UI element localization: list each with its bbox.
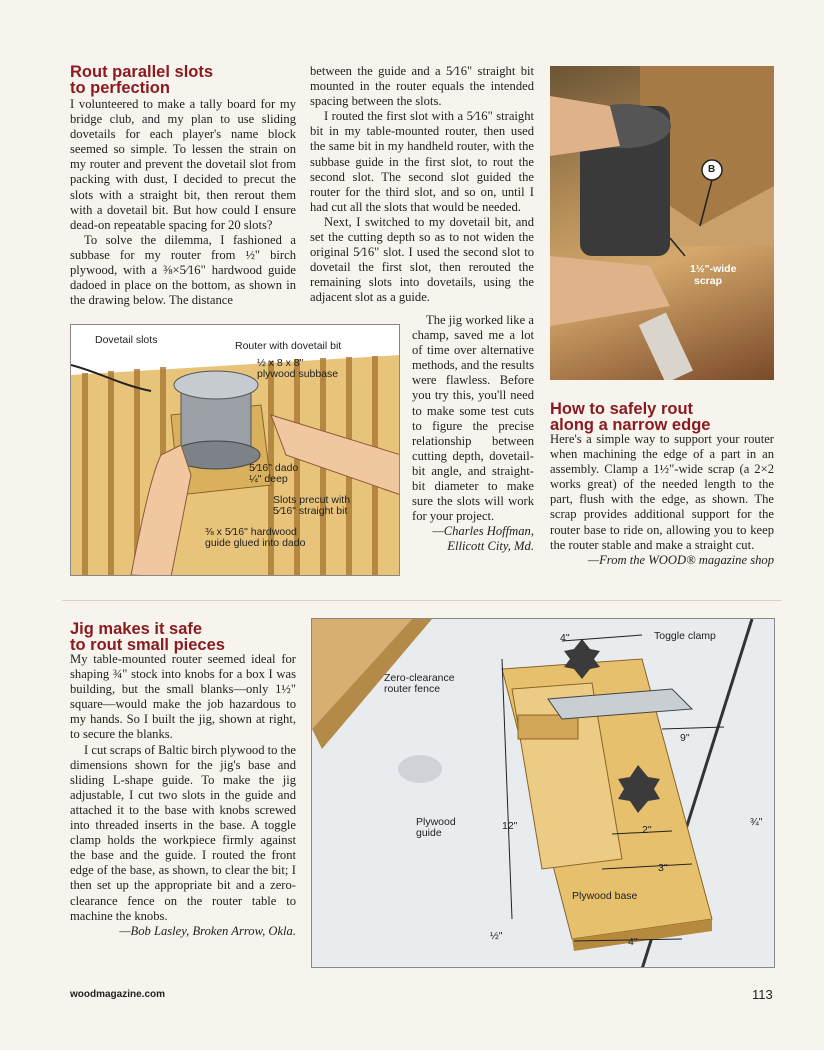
label-toggle-clamp: Toggle clamp xyxy=(654,630,716,642)
label-precut-bit: 5⁄16" straight bit xyxy=(273,505,348,517)
label-guide-dado: guide glued into dado xyxy=(205,537,306,549)
router-edge-photo xyxy=(550,66,774,380)
article3-title: Jig makes it safe to rout small pieces xyxy=(70,620,225,654)
label-router: Router with dovetail bit xyxy=(235,340,342,352)
section-divider xyxy=(62,600,782,601)
label-fence: Zero-clearance xyxy=(384,672,455,684)
label-precut: Slots precut with xyxy=(273,494,351,506)
label-half-inch: ½" xyxy=(490,930,503,942)
article1-column1 xyxy=(70,64,296,308)
label-4in-top: 4" xyxy=(560,632,570,644)
label-12in: 12" xyxy=(502,820,518,832)
label-plywood-base: Plywood base xyxy=(572,890,638,902)
label-plywood-guide: Plywood xyxy=(416,816,456,828)
router-subbase-illustration xyxy=(70,324,400,576)
article1-title: Rout parallel slots to perfection xyxy=(70,63,214,97)
label-dado: 5⁄16" dado xyxy=(249,462,299,474)
article3-body: My table-mounted router seemed ideal for shaping ¾" stock into knobs for a box I was building, but the small blanks—only 1½" square—would make the job hazardous to my hands. So I built the jig, shown at right, to secure the blanks. I cut scraps of Baltic birch plywood to the dimensions shown for the jig's base and sliding L-shape guide. To make the jig adjustable, I cut two slots in the guide and attached it to the base with knobs screwed into threaded inserts in the base. A toggle clamp holds the workpiece firmly against the base and the guide. I routed the front edge of the base, as shown, to clear the bit; I then set up the appropriate bit and a zero-clearance fence on the router table to machine the knobs. —Bob Lasley, Broken Arrow, Okla. xyxy=(70,652,296,938)
page-number: 113 xyxy=(752,987,773,1002)
label-dovetail-slots: Dovetail slots xyxy=(95,334,158,346)
label-2in: 2" xyxy=(642,824,652,836)
label-9in: 9" xyxy=(680,732,690,744)
label-4in-bottom: 4" xyxy=(628,936,638,948)
label-guide: ⅜ x 5⁄16" hardwood xyxy=(205,526,297,538)
article2-title: How to safely rout along a narrow edge xyxy=(550,400,711,434)
label-subbase-size: ½ x 8 x 8" xyxy=(257,357,304,369)
article2-body: Here's a simple way to support your router when machining the edge of a part in an assembly. Clamp a 1½"-wide scrap (a 2×2 works great) of the needed length to the part, flush with the edge, as shown. The scrap provides additional support for the router base to ride on, allowing you to keep the router stable and make a straight cut. —From the WOOD® magazine shop xyxy=(550,432,774,567)
label-dado-depth: ¼" deep xyxy=(249,473,288,485)
photo-label-scrap: scrap xyxy=(694,275,723,287)
article1-column2: between the guide and a 5⁄16" straight bit mounted in the router equals the intended spacing between the slots. I routed the first slot with a 5⁄16" straight bit in my table-mounted router, then used the same bit in my handheld router, with the subbase guide in the first slot, to rout the second slot. The second slot guided the router for the third slot, and so on, until I had cut all the slots that would be needed. Next, I switched to my dovetail bit, and set the cutting depth so as to not widen the original 5⁄16" slot. I used the second slot to dovetail the first slot, then rerouted the remaining slots into dovetails, using the adjacent slot as a guide. xyxy=(310,64,534,305)
article1-body: I volunteered to make a tally board for my bridge club, and my plan to use sliding dovetails for each player's name block seemed so simple. To lessen the strain on my router and prevent the dovetail slot from packing with dust, I decided to precut the slots with a straight bit, then rerout them with a dovetail bit. But how could I ensure dead-on repeatable spacing for 20 slots? To solve the dilemma, I fashioned a subbase for my router from ½" birch plywood, with a ⅜×5⁄16" hardwood guide dadoed in place on the bottom, as shown in the drawing below. The distance xyxy=(70,97,296,308)
label-subbase: plywood subbase xyxy=(257,368,339,380)
label-plywood-guide-2: guide xyxy=(416,827,442,839)
photo-label-width: 1½"-wide xyxy=(690,263,737,275)
footer-site: woodmagazine.com xyxy=(70,989,166,1000)
label-three-quarter: ¾" xyxy=(750,816,763,828)
router-photo-drawing xyxy=(550,66,774,380)
label-3in: 3" xyxy=(658,862,668,874)
photo-callout: B xyxy=(708,164,716,175)
jig-drawing xyxy=(312,619,775,968)
article1-column2-narrow: The jig worked like a champ, saved me a lot of time over alternative methods, and the results were flawless. Before you try this, you'll need to make some test cuts to figure the precise relationship between cutting depth, dovetail-bit angle, and straight-bit diameter to make sure the slots will work for your project. —Charles Hoffman, Ellicott City, Md. xyxy=(412,313,534,554)
label-fence-2: router fence xyxy=(384,683,441,695)
small-pieces-jig-illustration xyxy=(311,618,775,968)
